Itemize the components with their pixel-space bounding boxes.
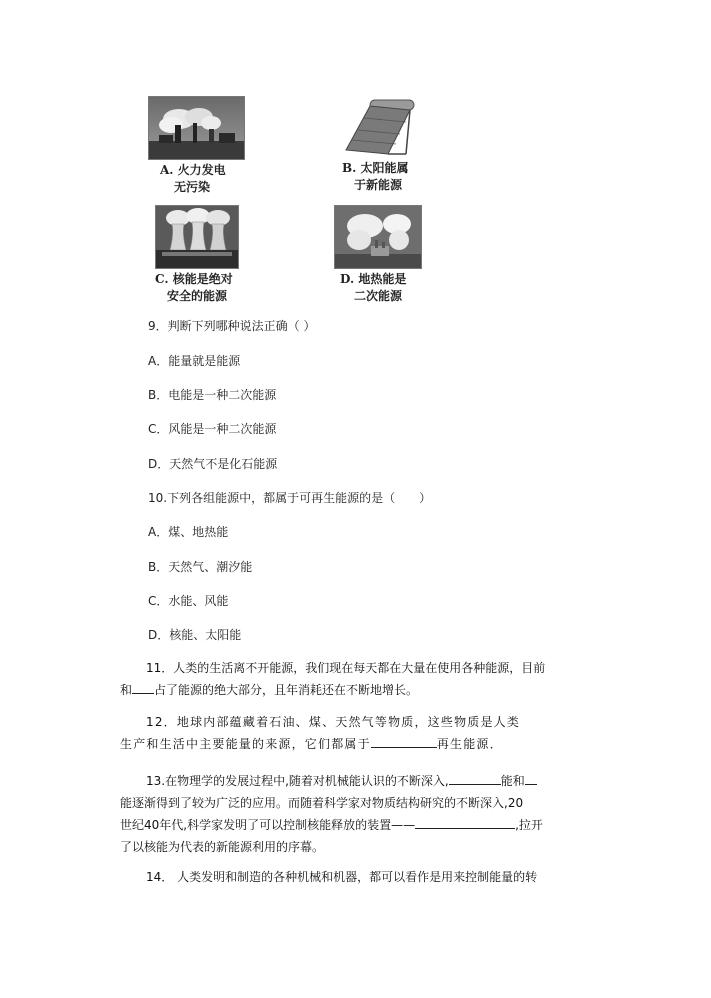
q9-option-c[interactable]: C．风能是一种二次能源 bbox=[148, 422, 277, 436]
figure-geothermal bbox=[334, 205, 422, 305]
q13-paragraph bbox=[120, 770, 590, 858]
q13-line1 bbox=[120, 770, 590, 792]
q10-option-a[interactable]: A．煤、地热能 bbox=[148, 525, 229, 539]
solar-heater-photo bbox=[340, 96, 416, 158]
q12-answer-blank[interactable] bbox=[371, 734, 437, 748]
q13-answer-blank-1[interactable] bbox=[449, 771, 501, 785]
q9-option-b[interactable]: B．电能是一种二次能源 bbox=[148, 388, 277, 402]
q13-line3-pre: 世纪40年代,科学家发明了可以控制核能释放的装置—— bbox=[120, 818, 416, 832]
q13-line2: 能逐渐得到了较为广泛的应用。而随着科学家对物质结构研究的不断深入,20 bbox=[120, 796, 524, 810]
q12-paragraph bbox=[120, 711, 590, 755]
q10-option-b[interactable]: B．天然气、潮汐能 bbox=[148, 560, 253, 574]
figure-thermal-power bbox=[148, 96, 245, 196]
q13-line4: 了以核能为代表的新能源利用的序幕。 bbox=[120, 840, 325, 854]
q11-line2-post: 占了能源的绝大部分，且年消耗还在不断地增长。 bbox=[154, 683, 419, 697]
figure-d-caption-line2: 二次能源 bbox=[354, 289, 403, 303]
q14-line1: 14． 人类发明和制造的各种机械和机器，都可以看作是用来控制能量的转 bbox=[146, 870, 538, 884]
q11-line1: 11．人类的生活离不开能源，我们现在每天都在大量在使用各种能源，目前 bbox=[146, 661, 546, 675]
q9-option-d[interactable]: D．天然气不是化石能源 bbox=[148, 457, 278, 471]
geothermal-photo bbox=[334, 205, 422, 269]
thermal-power-photo bbox=[148, 96, 245, 160]
figure-d-caption-line1: D. 地热能是 bbox=[340, 272, 407, 286]
q13-line3-post: ,拉开 bbox=[515, 818, 543, 832]
q11-line2 bbox=[120, 679, 590, 701]
q10-option-d[interactable]: D．核能、太阳能 bbox=[148, 628, 242, 642]
q13-line1-mid: 能和 bbox=[500, 774, 525, 788]
q11-paragraph bbox=[120, 657, 590, 701]
figure-c-caption-line2: 安全的能源 bbox=[167, 289, 228, 303]
nuclear-plant-photo bbox=[155, 205, 239, 269]
q10-stem: 10.下列各组能源中，都属于可再生能源的是（ ） bbox=[148, 491, 432, 505]
q12-line2-pre: 生产和生活中主要能量的来源，它们都属于 bbox=[120, 737, 371, 751]
q10-option-c[interactable]: C．水能、风能 bbox=[148, 594, 229, 608]
q13-answer-blank-2[interactable] bbox=[525, 771, 537, 785]
figure-a-caption-line1: A. 火力发电 bbox=[160, 163, 226, 177]
q12-line2 bbox=[120, 733, 590, 755]
q13-answer-blank-3[interactable] bbox=[415, 815, 515, 829]
q12-line2-post: 再生能源． bbox=[436, 737, 503, 751]
q13-line3 bbox=[120, 814, 590, 836]
figure-a-caption-line2: 无污染 bbox=[174, 180, 211, 194]
q11-answer-blank[interactable] bbox=[132, 680, 154, 694]
figure-b-caption-line1: B. 太阳能属 bbox=[342, 161, 409, 175]
figure-nuclear-plant bbox=[155, 205, 239, 305]
figure-c-caption-line1: C. 核能是绝对 bbox=[155, 272, 233, 286]
q14-paragraph bbox=[120, 866, 590, 888]
figure-solar-heater bbox=[340, 96, 416, 194]
q9-stem: 9．判断下列哪种说法正确（ ） bbox=[148, 319, 316, 333]
q9-option-a[interactable]: A．能量就是能源 bbox=[148, 354, 241, 368]
q13-line1-pre: 13.在物理学的发展过程中,随着对机械能认识的不断深入, bbox=[146, 774, 449, 788]
q11-line2-pre: 和 bbox=[120, 683, 133, 697]
figure-b-caption-line2: 于新能源 bbox=[354, 178, 403, 192]
q12-line1: 12．地球内部蕴藏着石油、煤、天然气等物质，这些物质是人类 bbox=[146, 715, 521, 729]
